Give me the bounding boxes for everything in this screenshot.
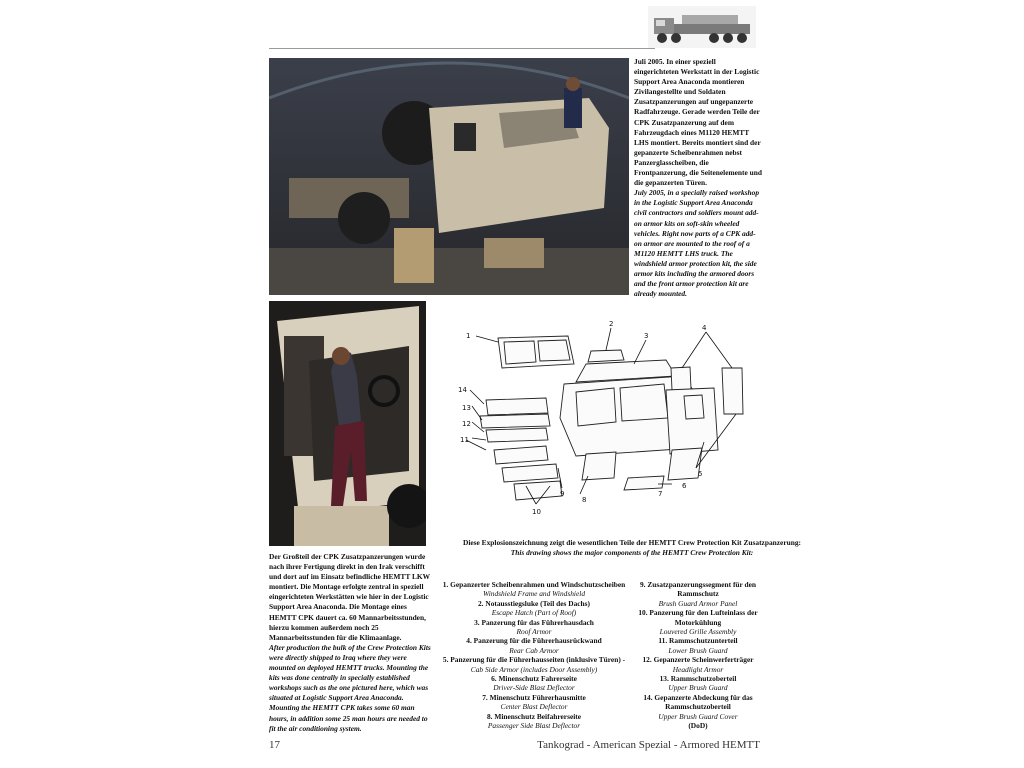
- drawing-caption-de: Diese Explosionszeichnung zeigt die wesentlichen Teile der HEMTT Crew Protection Kit Zusatzpanzerung:: [463, 538, 801, 547]
- callout-14: 14: [458, 386, 467, 394]
- legend-item: 1. Gepanzerter Scheibenrahmen und Windschutzscheiben Windshield Frame and Windshield: [442, 580, 626, 599]
- workshop-photo-top-image: [269, 58, 629, 295]
- legend-item: 13. Rammschutzoberteil Upper Brush Guard: [659, 674, 737, 693]
- callout-13: 13: [462, 404, 471, 412]
- legend-item: 4. Panzerung für die Führerhausrückwand Rear Cab Armor: [466, 636, 602, 655]
- legend-item: 5. Panzerung für die Führerhausseiten (inklusive Türen) - Cab Side Armor (includes Door Assembly): [442, 655, 626, 674]
- legend-item: 11. Rammschutzunterteil Lower Brush Guard: [658, 636, 738, 655]
- workshop-photo-top: [269, 58, 629, 295]
- caption-top-right: [634, 57, 762, 299]
- caption-bottom-left-en: After production the bulk of the Crew Protection Kits were directly shipped to Iraq where they were mounted on deployed HEMTT trucks. Mounting the kits was done centrally in specially established workshops such as the one pictured here, which was situated at Logistic Support Area Anaconda. Mounting the HEMTT CPK takes some 60 man hours, in addition some 25 man hours are needed to fit the air conditioning system.: [269, 642, 431, 733]
- callout-1: 1: [466, 332, 471, 340]
- callout-10: 10: [532, 508, 541, 516]
- legend-item: 9. Zusatzpanzerungssegment für den Rammschutz Brush Guard Armor Panel: [639, 580, 757, 608]
- legend-item: 6. Minenschutz Fahrerseite Driver-Side Blast Deflector: [491, 674, 577, 693]
- callout-11: 11: [460, 436, 469, 444]
- callout-8: 8: [582, 496, 587, 504]
- callout-3: 3: [644, 332, 649, 340]
- legend-item: 8. Minenschutz Beifahrerseite Passenger Side Blast Deflector: [486, 711, 582, 731]
- crew-protection-kit-exploded-drawing: [436, 318, 756, 533]
- callout-2: 2: [609, 320, 614, 328]
- callout-6: 6: [682, 482, 687, 490]
- caption-bottom-left-de: Der Großteil der CPK Zusatzpanzerungen wurde nach ihrer Fertigung direkt in den Irak verschifft und dort auf im Einsatz befindliche HEMTT LKW montiert. Die Montage erfolgte zentral in speziell eingerichteten Werkstätten wie hier in der Logistic Support Area Anaconda. Die Montage eines HEMTT CPK dauert ca. 60 Mannarbeitsstunden, hierzu kommen außerdem noch 25 Mannarbeitsstunden für die Klimaanlage.: [269, 552, 430, 642]
- legend-source: (DoD): [688, 721, 708, 731]
- callout-12: 12: [462, 420, 471, 428]
- callout-7: 7: [658, 490, 663, 498]
- callout-5: 5: [698, 470, 703, 478]
- cab-interior-photo: [269, 301, 426, 546]
- caption-bottom-left: [269, 552, 432, 734]
- hemtt-truck-thumbnail-icon: [648, 6, 756, 48]
- callout-4: 4: [702, 324, 707, 332]
- callout-9: 9: [560, 490, 565, 498]
- legend-item: 14. Gepanzerte Abdeckung für das Rammschutzoberteil Upper Brush Guard Cover: [643, 692, 753, 721]
- legend-item: 10. Panzerung für den Lufteinlass der Motorkühlung Louvered Grille Assembly: [638, 608, 758, 637]
- legend-item: 2. Notausstiegsluke (Teil des Dachs) Escape Hatch (Part of Roof): [477, 598, 591, 618]
- legend-item: 7. Minenschutz Führerhausmitte Center Blast Deflector: [482, 692, 586, 712]
- drawing-caption-en: This drawing shows the major components of the HEMTT Crew Protection Kit:: [510, 547, 754, 557]
- legend-item: 3. Panzerung für das Führerhausdach Roof Armor: [474, 617, 594, 637]
- cab-interior-photo-image: [269, 301, 426, 546]
- drawing-caption: [436, 538, 828, 557]
- caption-top-de: Juli 2005. In einer speziell eingerichteten Werkstatt in der Logistic Support Area Anaconda montieren Zivilangestellte und Soldaten Zusatzpanzerungen auf ungepanzerte Radfahrzeuge. Gerade werden Teile der CPK Zusatzpanzerung auf dem Fahrzeugdach eines M1120 HEMTT LHS montiert. Bereits montiert sind der gepanzerte Scheibenrahmen nebst Panzerglasscheiben, die Frontpanzerung, die Seitenelemente und die gepanzerten Türen.: [634, 57, 762, 188]
- page-number: 17: [269, 739, 280, 751]
- legend-left: [436, 580, 632, 731]
- header-rule: [269, 48, 655, 49]
- legend-right: [637, 580, 759, 731]
- legend-item: 12. Gepanzerte Scheinwerferträger Headlight Armor: [642, 655, 754, 674]
- caption-top-en: July 2005, in a specially raised workshop in the Logistic Support Area Anaconda civil contractors and soldiers mount add-on armor kits on soft-skin wheeled vehicles. Right now parts of a CPK add-on armor are mounted to the roof of a M1120 HEMTT LHS truck. The windshield armor protection kit, the side armor kits including the armored doors and the front armor protection kit are already mounted.: [634, 188, 760, 299]
- running-title: Tankograd - American Spezial - Armored HEMTT: [537, 739, 760, 751]
